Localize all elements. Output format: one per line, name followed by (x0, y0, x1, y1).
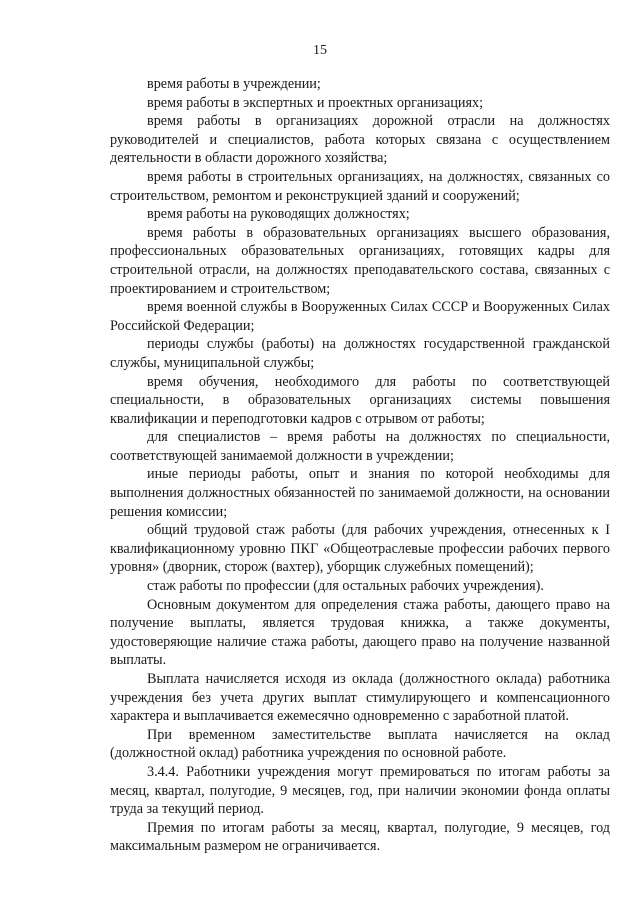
paragraph-list-item: стаж работы по профессии (для остальных рабочих учреждения). (147, 578, 544, 595)
document-body (110, 75, 610, 856)
paragraph-list-item: время военной службы в Вооруженных Силах СССР и Вооруженных Силах Российской Федерации; (110, 299, 610, 334)
page-number: 15 (313, 43, 327, 58)
paragraph-list-item: время работы в учреждении; (147, 76, 321, 92)
paragraph-list-item: время работы на руководящих должностях; (147, 206, 410, 223)
paragraph-list-item: время обучения, необходимого для работы по соответствующей специальности, в образовательных организациях системы повышения квалификации и переподготовки кадров с отрывом от работы; (110, 373, 610, 427)
paragraph-list-item: время работы в образовательных организациях высшего образования, профессиональных образовательных организациях, готовящих кадры для строительной отрасли, на должностях преподавательского состава, связанных с проектированием и строительством; (110, 224, 610, 297)
paragraph-body: Выплата начисляется исходя из оклада (должностного оклада) работника учреждения без учета других выплат стимулирующего и компенсационного характера и выплачивается ежемесячно одновременно с заработной платой. (110, 671, 610, 725)
paragraph-list-item: время работы в организациях дорожной отрасли на должностях руководителей и специалистов, работа которых связана с осуществлением деятельности в области дорожного хозяйства; (110, 113, 610, 167)
paragraph-section-3-4-4: 3.4.4. Работники учреждения могут премироваться по итогам работы за месяц, квартал, полугодие, 9 месяцев, год, при наличии экономии фонда оплаты труда за текущий период. (110, 763, 610, 818)
paragraph-body: При временном заместительстве выплата начисляется на оклад (должностной оклад) работника учреждения по основной работе. (110, 726, 610, 762)
paragraph-list-item: время работы в экспертных и проектных организациях; (147, 94, 484, 111)
paragraph-list-item: время работы в строительных организациях, на должностях, связанных со строительством, ремонтом и реконструкцией зданий и сооружений; (110, 168, 610, 204)
paragraph-list-item: периоды службы (работы) на должностях государственной гражданской службы, муниципальной службы; (110, 336, 610, 371)
paragraph-body: Премия по итогам работы за месяц, квартал, полугодие, 9 месяцев, год максимальным размером не ограничивается. (110, 819, 610, 855)
paragraph-list-item: для специалистов – время работы на должностях по специальности, соответствующей занимаемой должности в учреждении; (110, 429, 610, 464)
paragraph-list-item: иные периоды работы, опыт и знания по которой необходимы для выполнения должностных обязанностей по занимаемой должности, на основании решения комиссии; (110, 466, 610, 520)
paragraph-body: Основным документом для определения стажа работы, дающего право на получение выплаты, является трудовая книжка, а также документы, удостоверяющие наличие стажа работы, дающего право на получение названной выплаты. (110, 596, 610, 669)
paragraph-list-item: общий трудовой стаж работы (для рабочих учреждения, отнесенных к I квалификационному уровню ПКГ «Общеотраслевые профессии рабочих первого уровня» (дворник, сторож (вахтер), уборщик служебных помещений); (110, 522, 610, 576)
